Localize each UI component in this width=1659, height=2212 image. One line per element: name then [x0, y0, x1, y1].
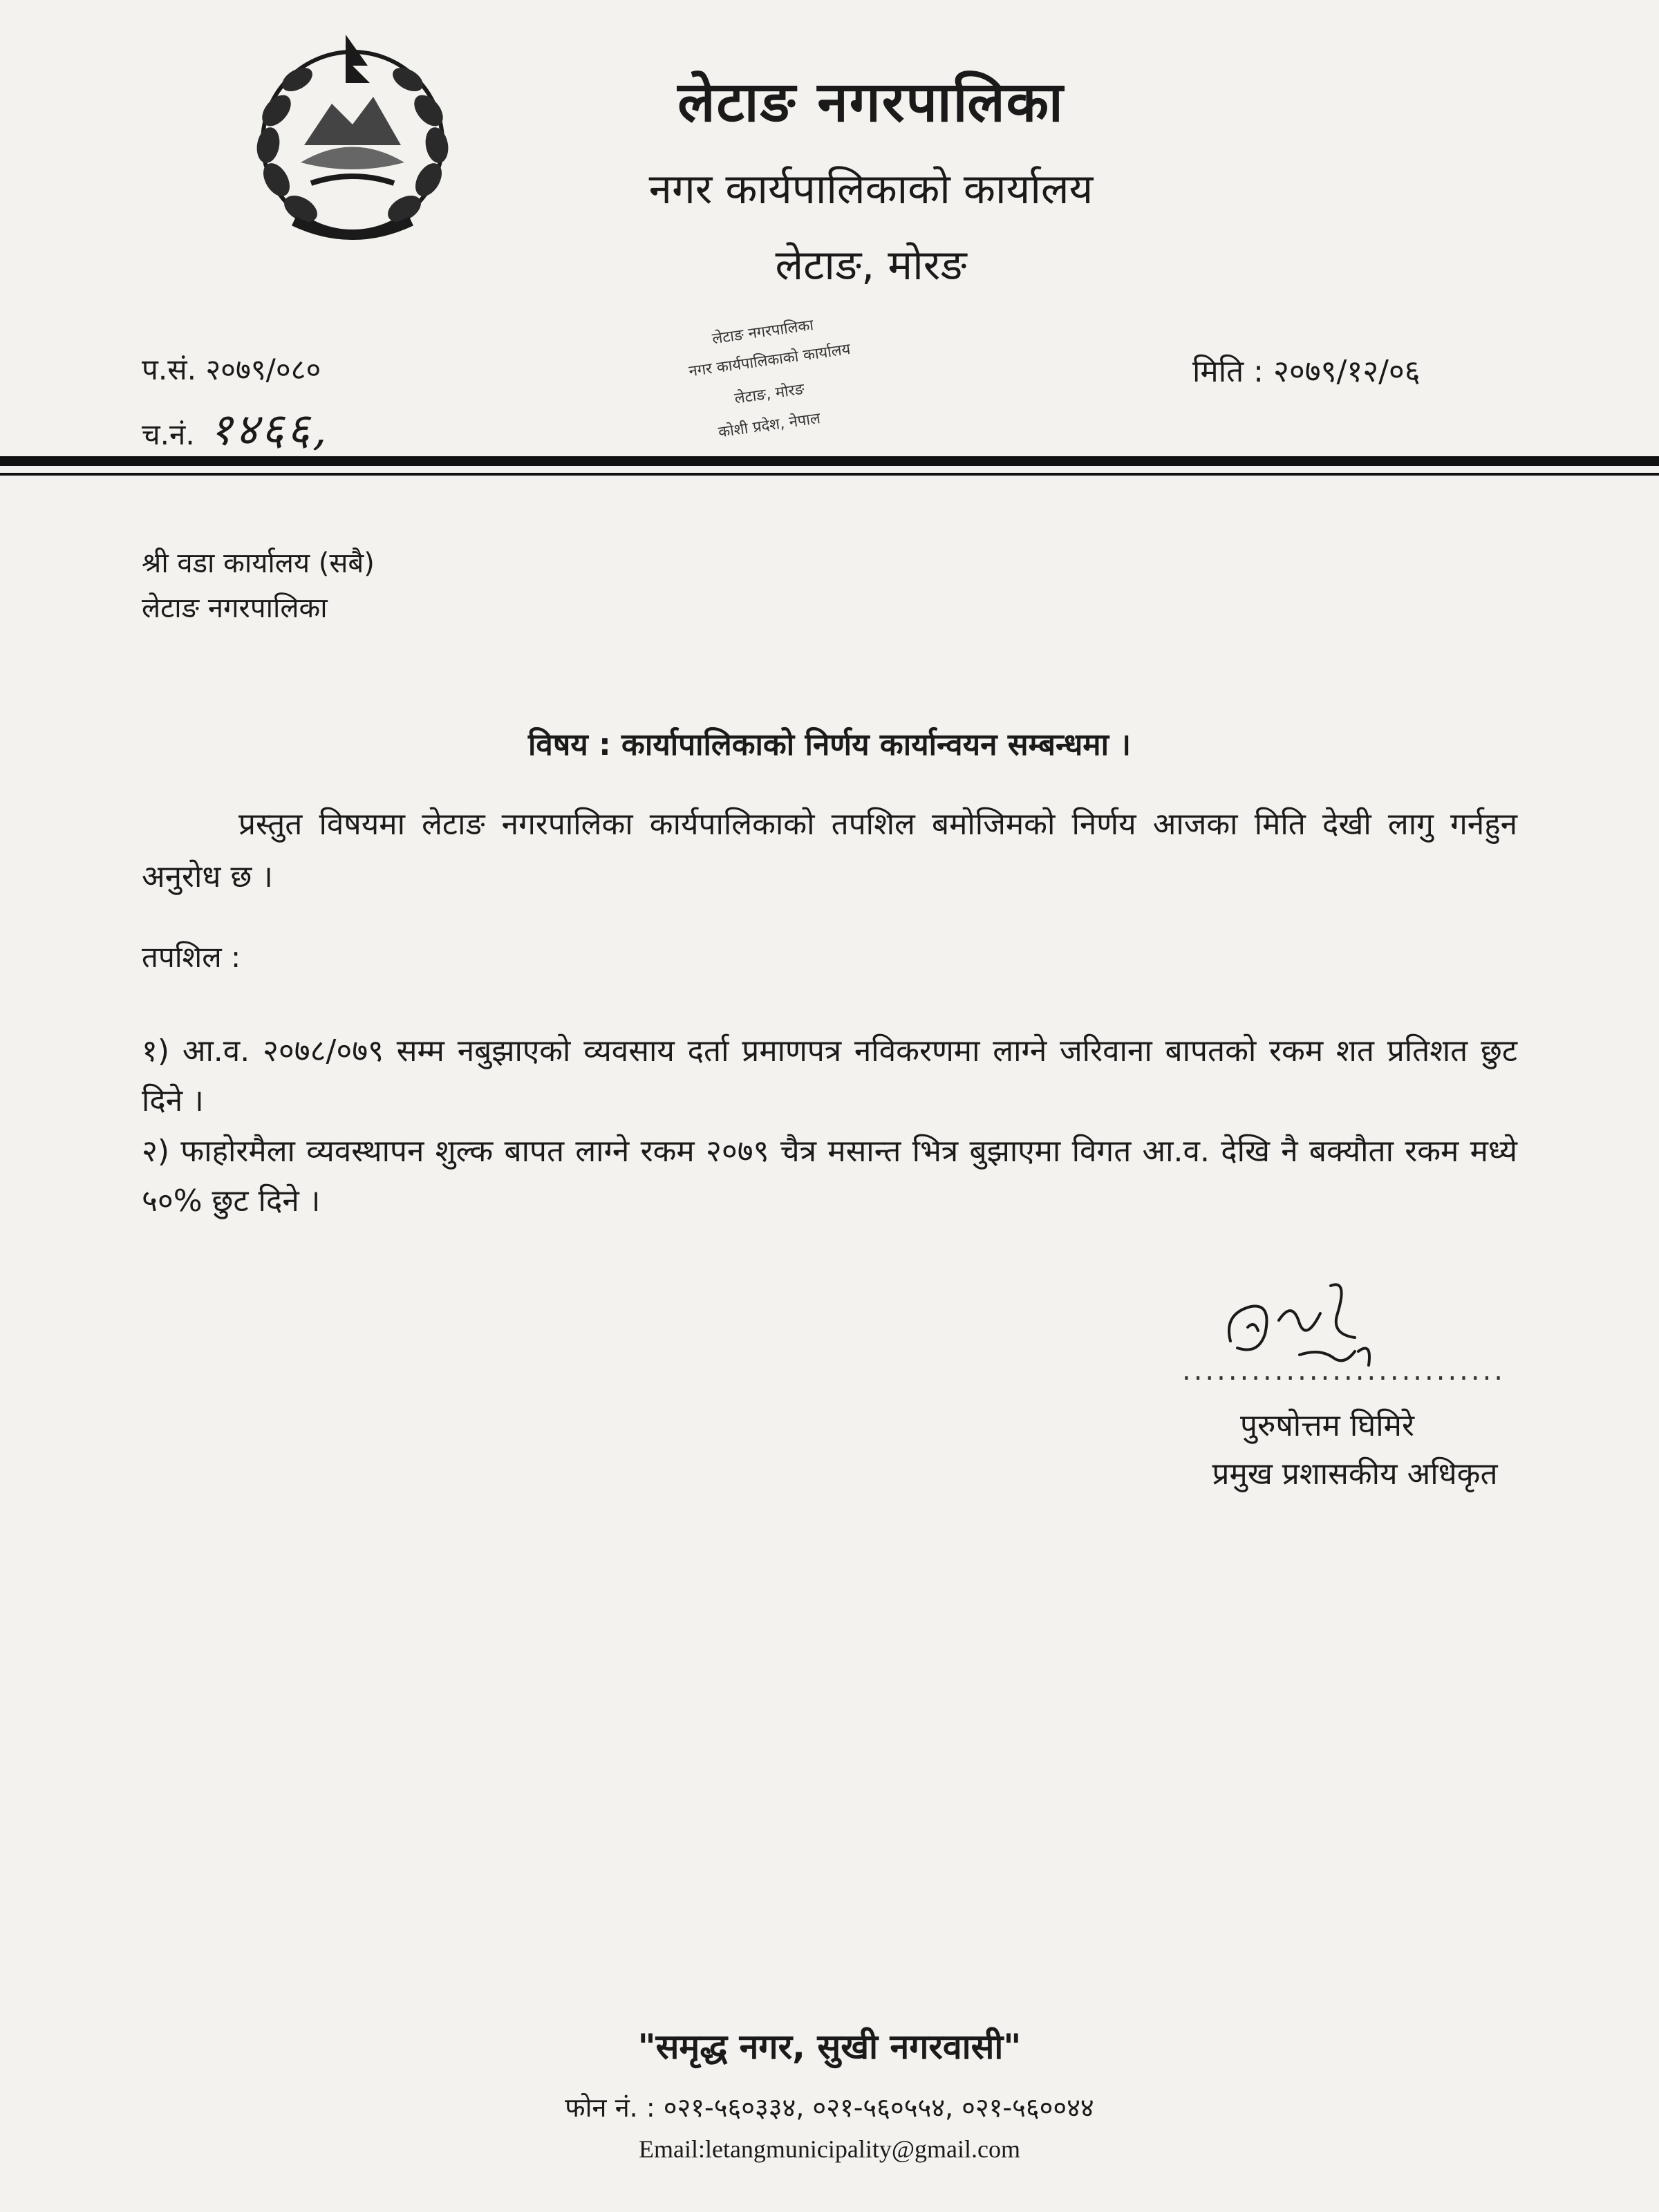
footer-motto: "समृद्ध नगर, सुखी नगरवासी": [637, 2027, 1022, 2067]
dispatch-value: १४६६,: [209, 404, 330, 456]
date-label: मिति :: [1192, 354, 1264, 389]
signer-title: प्रमुख प्रशासकीय अधिकृत: [1212, 1456, 1498, 1492]
stamp-line-3: लेटाङ, मोरङ: [733, 380, 806, 408]
header-divider-thick: [0, 456, 1659, 466]
details-label: तपशिल :: [142, 940, 241, 974]
dispatch-label: च.नं.: [142, 418, 195, 451]
ref-value: २०७९/०८०: [205, 353, 321, 386]
reference-number: [142, 349, 321, 388]
office-stamp: [677, 304, 926, 456]
letter-date: [1192, 349, 1421, 391]
signer-name: पुरुषोत्तम घिमिरे: [1240, 1408, 1414, 1443]
ref-label: प.सं.: [142, 353, 196, 386]
dispatch-number: [142, 397, 330, 458]
date-value: २०७९/१२/०६: [1273, 354, 1421, 389]
org-name: लेटाङ नगरपालिका: [677, 70, 1065, 134]
footer-email: Email:letangmunicipality@gmail.com: [638, 2135, 1021, 2163]
footer-phone: फोन नं. : ०२१-५६०३३४, ०२१-५६०५५४, ०२१-५६००४४: [565, 2092, 1094, 2123]
stamp-line-2: नगर कार्यपालिकाको कार्यालय: [688, 340, 852, 381]
stamp-line-1: लेटाङ नगरपालिका: [711, 317, 815, 348]
office-name: नगर कार्यपालिकाको कार्यालय: [648, 165, 1094, 214]
office-address: लेटाङ, मोरङ: [775, 241, 967, 290]
detail-item-1: १) आ.व. २०७८/०७९ सम्म नबुझाएको व्यवसाय दर्ता प्रमाणपत्र नविकरणमा लाग्ने जरिवाना बापतको रकम शत प्रतिशत छुट दिने ।: [142, 1033, 1517, 1118]
detail-item-2: २) फाहोरमैला व्यवस्थापन शुल्क बापत लाग्ने रकम २०७९ चैत्र मसान्त भित्र बुझाएमा विगत आ.व. देखि नै बक्यौता रकम मध्ये ५०% छुट दिने ।: [142, 1134, 1517, 1219]
stamp-line-4: कोशी प्रदेश, नेपाल: [717, 409, 822, 442]
letter-subject: विषय : कार्यापालिकाको निर्णय कार्यान्वयन सम्बन्धमा ।: [527, 727, 1132, 762]
signature-line: ............................: [1182, 1355, 1506, 1387]
header-divider-thin: [0, 473, 1659, 476]
addressee-line-2: लेटाङ नगरपालिका: [142, 592, 328, 624]
addressee-line-1: श्री वडा कार्यालय (सबै): [142, 547, 375, 579]
body-paragraph: प्रस्तुत विषयमा लेटाङ नगरपालिका कार्यपालिकाको तपशिल बमोजिमको निर्णय आजका मिति देखी लागु गर्नहुन अनुरोध छ ।: [142, 807, 1517, 894]
nepal-emblem-icon: [235, 28, 470, 249]
